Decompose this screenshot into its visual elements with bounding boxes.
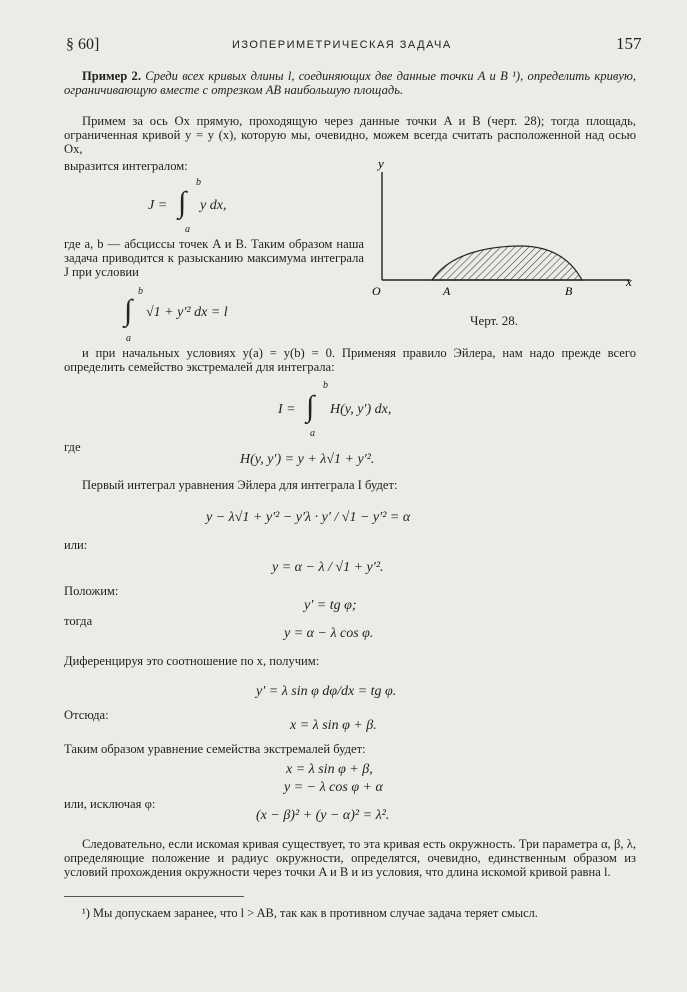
page-number: 157 [616, 34, 642, 53]
eq11a: x = λ sin φ + β, [286, 762, 373, 777]
paragraph-conclusion: Следовательно, если искомая кривая существует, то эта кривая есть окружность. Три параметра α, β, λ, определяющие положение и радиус окружности, определятся, очевидно, единственным образом из условий прохождения окружности через точки A и B и из условия, что длина искомой кривой равна l. [64, 837, 636, 879]
eq3-integral-sign: ∫ [306, 390, 315, 423]
family-text: Таким образом уравнение семейства экстремалей будет: [64, 742, 366, 756]
y-axis-label: y [378, 158, 384, 171]
or-label-1: или: [64, 538, 88, 552]
figure-28-diagram [370, 158, 642, 300]
eq11b: y = − λ cos φ + α [284, 780, 383, 795]
eq10: x = λ sin φ + β. [290, 718, 377, 733]
eq9: y′ = λ sin φ dφ/dx = tg φ. [256, 684, 397, 699]
eq1-integral-sign: ∫ [178, 186, 187, 219]
section-number: § 60] [66, 36, 100, 53]
x-axis-label: x [626, 274, 632, 289]
or-label-2: или, исключая φ: [64, 797, 156, 811]
paragraph-3: и при начальных условиях y(a) = y(b) = 0. Применяя правило Эйлера, нам надо прежде всего определить семейство экстремалей для интеграла: [64, 346, 636, 374]
eq2-body: √1 + y′² dx = l [146, 305, 228, 320]
eq2-integral-sign: ∫ [124, 294, 133, 327]
eq2-upper-limit: b [138, 286, 143, 297]
paragraph-4: Первый интеграл уравнения Эйлера для интеграла I будет: [82, 478, 398, 492]
footnote: ¹) Мы допускаем заранее, что l > AB, так как в противном случае задача теряет смысл. [82, 906, 538, 920]
eq1-lhs: J = [148, 198, 168, 213]
eq3-upper-limit: b [323, 380, 328, 391]
eq8: y = α − λ cos φ. [284, 626, 374, 641]
eq2-lower-limit: a [126, 333, 131, 344]
point-b-label: B [565, 284, 573, 298]
hatched-region [432, 246, 582, 280]
eq5: y − λ√1 + y′² − y′λ · y′ / √1 − y′² = α [206, 510, 411, 525]
eq7: y′ = tg φ; [304, 598, 357, 613]
figure-caption: Черт. 28. [470, 313, 519, 328]
example-label: Пример 2. [82, 69, 141, 83]
running-title: ИЗОПЕРИМЕТРИЧЕСКАЯ ЗАДАЧА [232, 39, 452, 51]
eq1-body: y dx, [200, 198, 227, 213]
set-label: Положим: [64, 584, 119, 598]
eq6: y = α − λ / √1 + y′². [272, 560, 384, 575]
eq12: (x − β)² + (y − α)² = λ². [256, 808, 390, 823]
paragraph-2: где a, b — абсциссы точек A и B. Таким образом наша задача приводится к разысканию максимума интеграла J при условии [64, 237, 364, 279]
example-2 [64, 70, 636, 98]
point-a-label: A [443, 284, 451, 298]
hence-label: Отсюда: [64, 708, 109, 722]
eq3-lhs: I = [278, 402, 296, 417]
paragraph-1: Примем за ось Ox прямую, проходящую через данные точки A и B (черт. 28); тогда площадь, ограниченная кривой y = y (x), которую мы, очевидно, можем всегда считать расположенной над осью Ox, [64, 114, 636, 156]
eq3-body: H(y, y′) dx, [330, 402, 392, 417]
eq3-lower-limit: a [310, 428, 315, 439]
eq1-upper-limit: b [196, 177, 201, 188]
then-label: тогда [64, 614, 93, 628]
diff-text: Диференцируя это соотношение по x, получим: [64, 654, 320, 668]
footnote-rule [64, 896, 244, 897]
origin-label: O [372, 284, 381, 298]
eq1-lower-limit: a [185, 224, 190, 235]
eq4: H(y, y′) = y + λ√1 + y′². [240, 452, 375, 467]
example-statement: Среди всех кривых длины l, соединяющих две данные точки A и B ¹), определить кривую, ограничивающую вместе с отрезком AB наибольшую площадь. [64, 69, 636, 97]
paragraph-1-end: выразится интегралом: [64, 159, 188, 173]
where-label: где [64, 440, 81, 454]
